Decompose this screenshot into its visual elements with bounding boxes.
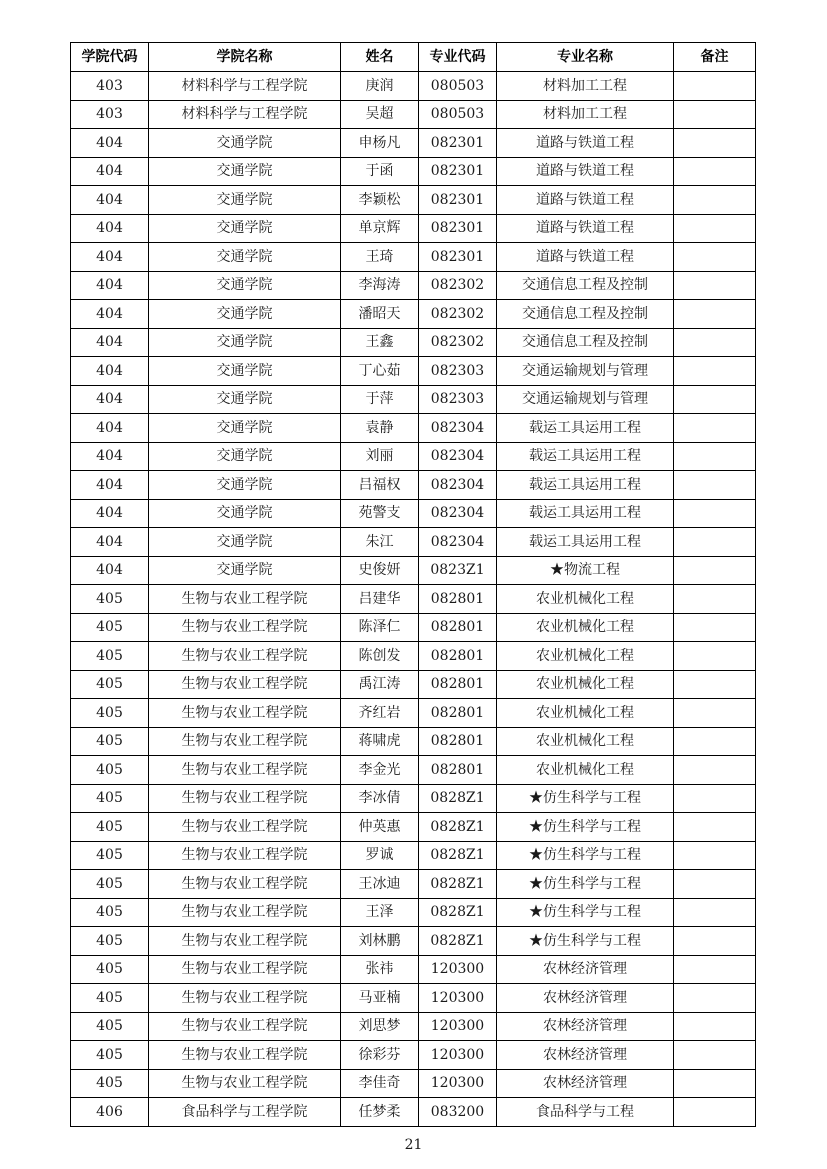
college-code-cell: 405 [71, 1012, 149, 1041]
college-name-cell: 交通学院 [149, 442, 341, 471]
header-student-name: 姓名 [341, 43, 419, 72]
college-code-cell: 404 [71, 271, 149, 300]
major-code-cell: 082801 [419, 585, 497, 614]
major-code-cell: 082801 [419, 727, 497, 756]
note-cell [674, 357, 756, 386]
note-cell [674, 442, 756, 471]
college-name-cell: 交通学院 [149, 129, 341, 158]
major-code-cell: 082801 [419, 756, 497, 785]
major-code-cell: 082801 [419, 642, 497, 671]
table-row [71, 642, 756, 671]
note-cell [674, 727, 756, 756]
note-cell [674, 870, 756, 899]
college-name-cell: 交通学院 [149, 499, 341, 528]
student-name-cell: 陈创发 [341, 642, 419, 671]
major-name-cell: 交通运输规划与管理 [497, 357, 674, 386]
page-number: 21 [404, 1137, 423, 1153]
header-college-code: 学院代码 [71, 43, 149, 72]
student-name-cell: 吕建华 [341, 585, 419, 614]
note-cell [674, 556, 756, 585]
college-code-cell: 405 [71, 784, 149, 813]
college-code-cell: 404 [71, 414, 149, 443]
college-name-cell: 交通学院 [149, 357, 341, 386]
note-cell [674, 784, 756, 813]
table-row [71, 841, 756, 870]
table-row [71, 157, 756, 186]
college-name-cell: 交通学院 [149, 556, 341, 585]
college-code-cell: 405 [71, 870, 149, 899]
student-name-cell: 刘丽 [341, 442, 419, 471]
major-code-cell: 082301 [419, 186, 497, 215]
college-code-cell: 405 [71, 984, 149, 1013]
major-code-cell: 0828Z1 [419, 870, 497, 899]
major-code-cell: 120300 [419, 1069, 497, 1098]
major-code-cell: 0828Z1 [419, 898, 497, 927]
college-code-cell: 405 [71, 727, 149, 756]
major-code-cell: 082301 [419, 243, 497, 272]
student-name-cell: 吴超 [341, 100, 419, 129]
header-major-code: 专业代码 [419, 43, 497, 72]
major-code-cell: 120300 [419, 1012, 497, 1041]
major-name-cell: ★仿生科学与工程 [497, 870, 674, 899]
student-name-cell: 李佳奇 [341, 1069, 419, 1098]
student-name-cell: 朱江 [341, 528, 419, 557]
student-table [70, 42, 756, 1127]
student-name-cell: 刘思梦 [341, 1012, 419, 1041]
college-name-cell: 生物与农业工程学院 [149, 670, 341, 699]
major-name-cell: ★仿生科学与工程 [497, 784, 674, 813]
table-row [71, 499, 756, 528]
major-name-cell: 交通运输规划与管理 [497, 385, 674, 414]
college-name-cell: 生物与农业工程学院 [149, 955, 341, 984]
student-name-cell: 李颖松 [341, 186, 419, 215]
college-code-cell: 405 [71, 756, 149, 785]
major-code-cell: 082304 [419, 442, 497, 471]
major-name-cell: ★仿生科学与工程 [497, 813, 674, 842]
major-name-cell: 载运工具运用工程 [497, 499, 674, 528]
college-name-cell: 交通学院 [149, 300, 341, 329]
college-code-cell: 405 [71, 670, 149, 699]
college-name-cell: 生物与农业工程学院 [149, 642, 341, 671]
major-name-cell: 交通信息工程及控制 [497, 271, 674, 300]
college-code-cell: 405 [71, 642, 149, 671]
student-name-cell: 罗诚 [341, 841, 419, 870]
college-name-cell: 生物与农业工程学院 [149, 784, 341, 813]
note-cell [674, 1069, 756, 1098]
major-code-cell: 082303 [419, 385, 497, 414]
major-code-cell: 082301 [419, 214, 497, 243]
table-header [71, 43, 756, 72]
note-cell [674, 699, 756, 728]
college-code-cell: 406 [71, 1098, 149, 1127]
note-cell [674, 927, 756, 956]
student-name-cell: 庚润 [341, 72, 419, 101]
college-code-cell: 405 [71, 699, 149, 728]
college-code-cell: 404 [71, 328, 149, 357]
note-cell [674, 471, 756, 500]
college-code-cell: 405 [71, 898, 149, 927]
major-name-cell: ★仿生科学与工程 [497, 898, 674, 927]
major-name-cell: ★仿生科学与工程 [497, 927, 674, 956]
major-name-cell: 农林经济管理 [497, 1069, 674, 1098]
college-code-cell: 404 [71, 556, 149, 585]
major-code-cell: 082302 [419, 300, 497, 329]
table-row [71, 385, 756, 414]
major-name-cell: 道路与铁道工程 [497, 214, 674, 243]
college-code-cell: 404 [71, 243, 149, 272]
college-name-cell: 交通学院 [149, 528, 341, 557]
major-code-cell: 082801 [419, 670, 497, 699]
student-name-cell: 陈泽仁 [341, 613, 419, 642]
major-name-cell: 交通信息工程及控制 [497, 300, 674, 329]
major-code-cell: 120300 [419, 984, 497, 1013]
student-name-cell: 王琦 [341, 243, 419, 272]
header-row [71, 43, 756, 72]
major-name-cell: 农业机械化工程 [497, 756, 674, 785]
header-college-name: 学院名称 [149, 43, 341, 72]
major-name-cell: 道路与铁道工程 [497, 129, 674, 158]
student-name-cell: 徐彩芬 [341, 1041, 419, 1070]
student-name-cell: 史俊妍 [341, 556, 419, 585]
student-name-cell: 王冰迪 [341, 870, 419, 899]
college-name-cell: 交通学院 [149, 328, 341, 357]
note-cell [674, 585, 756, 614]
table-row [71, 214, 756, 243]
major-code-cell: 082304 [419, 528, 497, 557]
college-code-cell: 403 [71, 100, 149, 129]
student-name-cell: 马亚楠 [341, 984, 419, 1013]
major-name-cell: 农业机械化工程 [497, 727, 674, 756]
college-name-cell: 生物与农业工程学院 [149, 1012, 341, 1041]
table-row [71, 955, 756, 984]
major-name-cell: 载运工具运用工程 [497, 471, 674, 500]
college-name-cell: 生物与农业工程学院 [149, 927, 341, 956]
college-name-cell: 生物与农业工程学院 [149, 1041, 341, 1070]
college-name-cell: 生物与农业工程学院 [149, 870, 341, 899]
student-name-cell: 潘昭天 [341, 300, 419, 329]
college-name-cell: 生物与农业工程学院 [149, 613, 341, 642]
student-name-cell: 丁心茹 [341, 357, 419, 386]
college-code-cell: 403 [71, 72, 149, 101]
table-row [71, 1098, 756, 1127]
student-name-cell: 齐红岩 [341, 699, 419, 728]
major-code-cell: 0828Z1 [419, 927, 497, 956]
table-row [71, 784, 756, 813]
college-name-cell: 交通学院 [149, 214, 341, 243]
header-major-name: 专业名称 [497, 43, 674, 72]
college-code-cell: 404 [71, 442, 149, 471]
note-cell [674, 841, 756, 870]
table-row [71, 328, 756, 357]
table-row [71, 727, 756, 756]
table-row [71, 898, 756, 927]
major-name-cell: ★仿生科学与工程 [497, 841, 674, 870]
major-name-cell: 道路与铁道工程 [497, 157, 674, 186]
major-name-cell: 载运工具运用工程 [497, 414, 674, 443]
student-name-cell: 申杨凡 [341, 129, 419, 158]
major-code-cell: 120300 [419, 1041, 497, 1070]
major-code-cell: 082304 [419, 414, 497, 443]
major-code-cell: 082801 [419, 699, 497, 728]
table-row [71, 1041, 756, 1070]
table-row [71, 870, 756, 899]
table-row [71, 271, 756, 300]
table-row [71, 756, 756, 785]
college-code-cell: 404 [71, 186, 149, 215]
college-code-cell: 404 [71, 300, 149, 329]
college-name-cell: 生物与农业工程学院 [149, 841, 341, 870]
student-name-cell: 王泽 [341, 898, 419, 927]
note-cell [674, 72, 756, 101]
table-row [71, 613, 756, 642]
college-name-cell: 生物与农业工程学院 [149, 727, 341, 756]
college-code-cell: 404 [71, 385, 149, 414]
student-name-cell: 袁静 [341, 414, 419, 443]
college-name-cell: 生物与农业工程学院 [149, 813, 341, 842]
header-note: 备注 [674, 43, 756, 72]
note-cell [674, 613, 756, 642]
note-cell [674, 328, 756, 357]
table-row [71, 528, 756, 557]
college-code-cell: 404 [71, 471, 149, 500]
student-name-cell: 于函 [341, 157, 419, 186]
college-code-cell: 405 [71, 927, 149, 956]
note-cell [674, 984, 756, 1013]
table-row [71, 471, 756, 500]
note-cell [674, 186, 756, 215]
college-code-cell: 405 [71, 955, 149, 984]
table-row [71, 585, 756, 614]
table-row [71, 699, 756, 728]
note-cell [674, 414, 756, 443]
college-name-cell: 交通学院 [149, 471, 341, 500]
college-code-cell: 405 [71, 813, 149, 842]
table-row [71, 813, 756, 842]
student-name-cell: 李海涛 [341, 271, 419, 300]
major-name-cell: 农林经济管理 [497, 984, 674, 1013]
table-row [71, 243, 756, 272]
table-row [71, 300, 756, 329]
college-code-cell: 405 [71, 1069, 149, 1098]
table-row [71, 72, 756, 101]
college-name-cell: 交通学院 [149, 385, 341, 414]
student-name-cell: 李金光 [341, 756, 419, 785]
note-cell [674, 214, 756, 243]
college-code-cell: 404 [71, 129, 149, 158]
major-code-cell: 082304 [419, 499, 497, 528]
table-row [71, 670, 756, 699]
student-name-cell: 刘林鹏 [341, 927, 419, 956]
major-code-cell: 082301 [419, 129, 497, 158]
college-name-cell: 交通学院 [149, 271, 341, 300]
major-name-cell: 食品科学与工程 [497, 1098, 674, 1127]
note-cell [674, 243, 756, 272]
college-name-cell: 生物与农业工程学院 [149, 1069, 341, 1098]
major-name-cell: 载运工具运用工程 [497, 442, 674, 471]
table-row [71, 414, 756, 443]
major-name-cell: 农林经济管理 [497, 1012, 674, 1041]
student-name-cell: 禹江涛 [341, 670, 419, 699]
college-code-cell: 404 [71, 357, 149, 386]
major-name-cell: 农林经济管理 [497, 955, 674, 984]
note-cell [674, 499, 756, 528]
college-code-cell: 404 [71, 528, 149, 557]
note-cell [674, 300, 756, 329]
major-name-cell: 载运工具运用工程 [497, 528, 674, 557]
note-cell [674, 642, 756, 671]
major-code-cell: 082301 [419, 157, 497, 186]
major-name-cell: ★物流工程 [497, 556, 674, 585]
student-name-cell: 苑警支 [341, 499, 419, 528]
major-name-cell: 材料加工工程 [497, 72, 674, 101]
major-name-cell: 道路与铁道工程 [497, 186, 674, 215]
table-row [71, 442, 756, 471]
college-code-cell: 405 [71, 613, 149, 642]
college-code-cell: 405 [71, 585, 149, 614]
college-name-cell: 材料科学与工程学院 [149, 100, 341, 129]
note-cell [674, 385, 756, 414]
college-name-cell: 生物与农业工程学院 [149, 756, 341, 785]
table-row [71, 186, 756, 215]
major-name-cell: 农业机械化工程 [497, 642, 674, 671]
note-cell [674, 813, 756, 842]
college-code-cell: 404 [71, 157, 149, 186]
note-cell [674, 1012, 756, 1041]
note-cell [674, 1041, 756, 1070]
major-code-cell: 082303 [419, 357, 497, 386]
note-cell [674, 898, 756, 927]
table-row [71, 984, 756, 1013]
note-cell [674, 271, 756, 300]
college-name-cell: 交通学院 [149, 157, 341, 186]
table-row [71, 927, 756, 956]
major-code-cell: 082801 [419, 613, 497, 642]
major-name-cell: 农业机械化工程 [497, 670, 674, 699]
college-name-cell: 生物与农业工程学院 [149, 585, 341, 614]
major-name-cell: 道路与铁道工程 [497, 243, 674, 272]
major-name-cell: 农业机械化工程 [497, 613, 674, 642]
major-code-cell: 0823Z1 [419, 556, 497, 585]
student-name-cell: 于萍 [341, 385, 419, 414]
major-code-cell: 080503 [419, 100, 497, 129]
college-name-cell: 交通学院 [149, 414, 341, 443]
college-name-cell: 材料科学与工程学院 [149, 72, 341, 101]
table-row [71, 556, 756, 585]
college-name-cell: 食品科学与工程学院 [149, 1098, 341, 1127]
major-code-cell: 083200 [419, 1098, 497, 1127]
table-row [71, 357, 756, 386]
major-code-cell: 080503 [419, 72, 497, 101]
major-code-cell: 082302 [419, 328, 497, 357]
college-name-cell: 交通学院 [149, 243, 341, 272]
major-code-cell: 0828Z1 [419, 813, 497, 842]
college-code-cell: 405 [71, 1041, 149, 1070]
major-code-cell: 082302 [419, 271, 497, 300]
student-name-cell: 李冰倩 [341, 784, 419, 813]
college-code-cell: 405 [71, 841, 149, 870]
note-cell [674, 1098, 756, 1127]
college-name-cell: 生物与农业工程学院 [149, 699, 341, 728]
note-cell [674, 129, 756, 158]
college-name-cell: 交通学院 [149, 186, 341, 215]
table-row [71, 1012, 756, 1041]
student-name-cell: 蒋啸虎 [341, 727, 419, 756]
student-name-cell: 任梦柔 [341, 1098, 419, 1127]
note-cell [674, 528, 756, 557]
table-row [71, 129, 756, 158]
major-name-cell: 材料加工工程 [497, 100, 674, 129]
student-name-cell: 王鑫 [341, 328, 419, 357]
major-code-cell: 0828Z1 [419, 841, 497, 870]
major-name-cell: 交通信息工程及控制 [497, 328, 674, 357]
college-name-cell: 生物与农业工程学院 [149, 984, 341, 1013]
note-cell [674, 670, 756, 699]
major-code-cell: 082304 [419, 471, 497, 500]
major-name-cell: 农林经济管理 [497, 1041, 674, 1070]
major-code-cell: 120300 [419, 955, 497, 984]
note-cell [674, 157, 756, 186]
table-body [71, 72, 756, 1127]
college-name-cell: 生物与农业工程学院 [149, 898, 341, 927]
student-name-cell: 单京辉 [341, 214, 419, 243]
note-cell [674, 100, 756, 129]
major-name-cell: 农业机械化工程 [497, 585, 674, 614]
table-row [71, 1069, 756, 1098]
student-name-cell: 吕福权 [341, 471, 419, 500]
college-code-cell: 404 [71, 499, 149, 528]
student-name-cell: 张祎 [341, 955, 419, 984]
major-code-cell: 0828Z1 [419, 784, 497, 813]
student-name-cell: 仲英惠 [341, 813, 419, 842]
major-name-cell: 农业机械化工程 [497, 699, 674, 728]
note-cell [674, 756, 756, 785]
note-cell [674, 955, 756, 984]
table-row [71, 100, 756, 129]
college-code-cell: 404 [71, 214, 149, 243]
